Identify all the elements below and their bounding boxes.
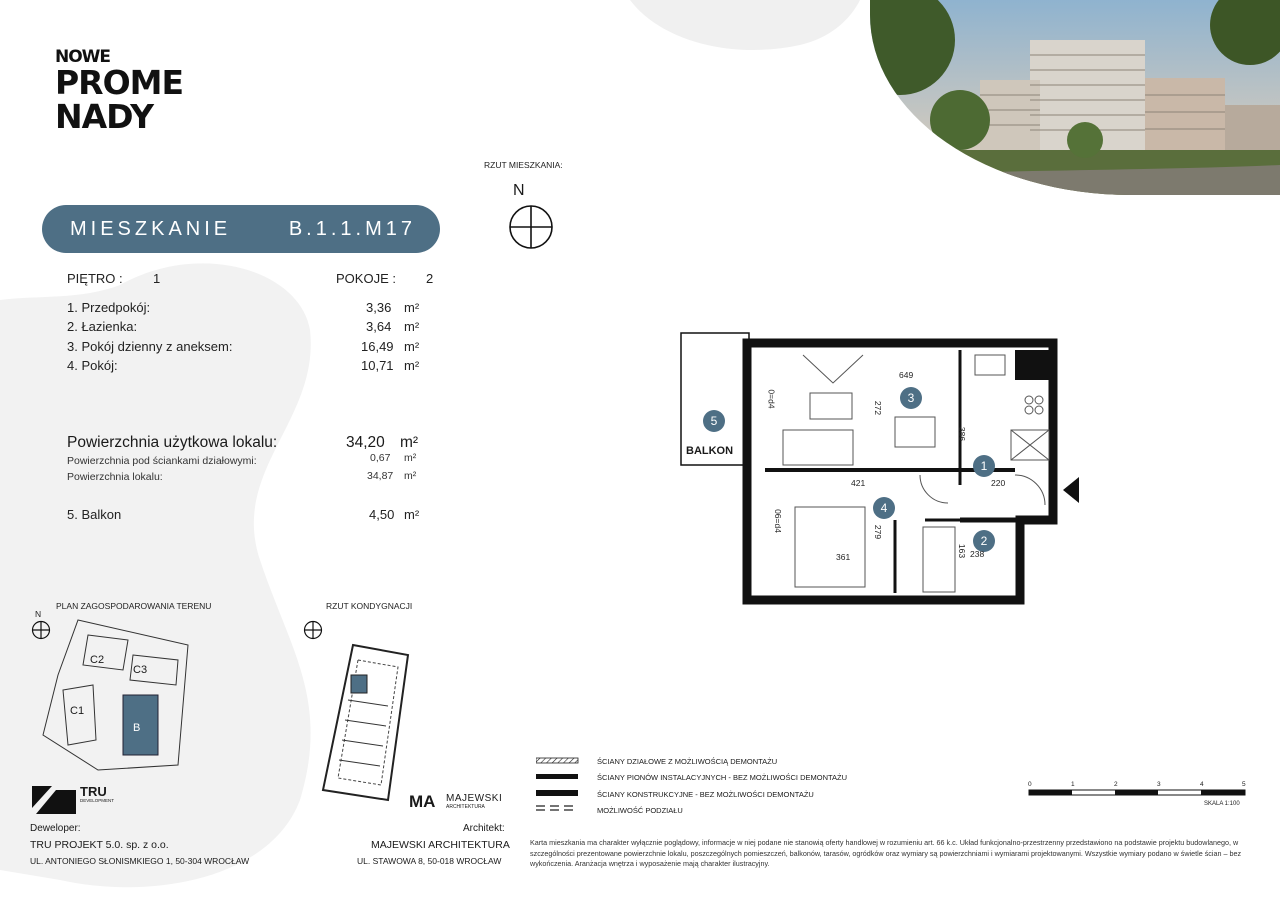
floor-plan-compass-icon xyxy=(303,620,323,640)
floorplan-balcony-label: BALKON xyxy=(686,445,734,457)
logo-line-2: PROME xyxy=(55,63,184,102)
rooms-count-label: POKOJE : xyxy=(336,271,396,286)
legend-symbols xyxy=(536,756,580,812)
floor-value: 1 xyxy=(153,271,161,286)
site-label-b: B xyxy=(133,722,141,734)
balcony-label: 5. Balkon xyxy=(67,507,122,522)
building-floor-plan xyxy=(318,640,413,805)
room-marker-4: 4 xyxy=(873,497,895,519)
room-area-3: 16,49 xyxy=(361,339,394,354)
floor-plan-small-title: RZUT KONDYGNACJI xyxy=(326,601,413,611)
dim-163: 163 xyxy=(957,543,968,559)
site-label-c1: C1 xyxy=(70,705,85,717)
under-walls-value: 0,67 xyxy=(370,452,391,464)
apartment-title-bar xyxy=(42,205,440,253)
apartment-plan-label: RZUT MIESZKANIA: xyxy=(484,160,563,170)
compass-icon xyxy=(508,204,554,250)
room-name-4: 4. Pokój: xyxy=(67,358,118,373)
architect-logo-name: MAJEWSKI xyxy=(446,793,503,804)
room-marker-1: 1 xyxy=(973,455,995,477)
usable-area-value: 34,20 xyxy=(346,434,385,451)
tru-logo-mark-icon xyxy=(32,786,78,816)
dim-361: 361 xyxy=(836,552,851,562)
site-label-c3: C3 xyxy=(133,664,148,676)
room-area-4: 10,71 xyxy=(361,358,394,373)
developer-label: Deweloper: xyxy=(30,823,81,834)
architect-name: MAJEWSKI ARCHITEKTURA xyxy=(371,839,510,851)
developer-address: UL. ANTONIEGO SŁONISMKIEGO 1, 50-304 WROCŁAW xyxy=(30,856,250,866)
under-walls-unit: m² xyxy=(404,452,417,464)
door-label-1: 0=d4 xyxy=(766,389,777,409)
dim-279: 279 xyxy=(873,524,884,540)
scale-tick-1: 1 xyxy=(1071,781,1075,788)
legend-item-4: MOŻLIWOŚĆ PODZIAŁU xyxy=(597,806,683,815)
scale-bar xyxy=(1028,789,1248,797)
developer-logo-sub: DEVELOPMENT xyxy=(80,798,115,803)
dim-386: 386 xyxy=(957,426,968,442)
room-unit-4: m² xyxy=(404,358,420,373)
legend-item-2: ŚCIANY PIONÓW INSTALACYJNYCH - BEZ MOŻLIWOŚCI DEMONTAŻU xyxy=(597,773,848,782)
room-marker-5: 5 xyxy=(703,410,725,432)
legend-item-1: ŚCIANY DZIAŁOWE Z MOŻLIWOŚCIĄ DEMONTAŻU xyxy=(597,757,778,766)
dim-421: 421 xyxy=(851,478,866,488)
door-label-2: 06=d4 xyxy=(772,509,783,533)
balcony-unit: m² xyxy=(404,507,420,522)
architect-logo-sub: ARCHITEKTURA xyxy=(446,804,485,810)
scale-tick-0: 0 xyxy=(1028,781,1032,788)
disclaimer-text: Karta mieszkania ma charakter wyłącznie poglądowy, informacje w niej podane nie stanowią oferty handlowej w rozumieniu art. 66 k.c. Układ funkcjonalno-przestrzenny przedstawiono na podstawie projektu budowlanego, w szczególności prezentowane powierzchnie lokalu, poszczególnych pomieszczeń, balkonów, tarasów, ogródków oraz wymiary są powierzchniami i wymiarami projektowanymi. Wszystkie wymiary podano w świetle ścian – bez wykończenia. Aranżacja wnętrza i wyposażenie mają charakter ilustracyjny. xyxy=(530,838,1242,868)
dim-649: 649 xyxy=(899,370,914,380)
total-area-label: Powierzchnia lokalu: xyxy=(67,471,163,483)
site-plan-title: PLAN ZAGOSPODAROWANIA TERENU xyxy=(56,601,212,611)
balcony-value: 4,50 xyxy=(369,507,395,522)
room-area-1: 3,36 xyxy=(366,300,392,315)
scale-tick-2: 2 xyxy=(1114,781,1118,788)
architect-logo-mark: MA xyxy=(409,792,436,811)
usable-area-unit: m² xyxy=(400,434,419,451)
room-name-1: 1. Przedpokój: xyxy=(67,300,151,315)
scale-label: SKALA 1:100 xyxy=(1204,801,1240,807)
developer-name: TRU PROJEKT 5.0. sp. z o.o. xyxy=(30,839,169,851)
rooms-count-value: 2 xyxy=(426,271,434,286)
usable-area-label: Powierzchnia użytkowa lokalu: xyxy=(67,434,278,451)
legend-item-3: ŚCIANY KONSTRUKCYJNE - BEZ MOŻLIWOŚCI DEMONTAŻU xyxy=(597,790,814,799)
room-marker-2: 2 xyxy=(973,530,995,552)
north-label: N xyxy=(513,182,525,199)
scale-tick-4: 4 xyxy=(1200,781,1204,788)
total-area-unit: m² xyxy=(404,470,417,482)
site-plan-map xyxy=(38,615,198,775)
site-plan-north-label: N xyxy=(35,609,42,619)
total-area-value: 34,87 xyxy=(367,470,394,482)
apartment-floor-plan xyxy=(675,325,1090,610)
developer-logo-text: TRU xyxy=(80,784,107,799)
room-marker-3: 3 xyxy=(900,387,922,409)
room-name-2: 2. Łazienka: xyxy=(67,319,138,334)
room-unit-1: m² xyxy=(404,300,420,315)
apartment-title-word: MIESZKANIE xyxy=(70,217,232,240)
dim-220: 220 xyxy=(991,478,1006,488)
scale-tick-3: 3 xyxy=(1157,781,1161,788)
floor-label: PIĘTRO : xyxy=(67,271,123,286)
room-unit-3: m² xyxy=(404,339,420,354)
under-walls-label: Powierzchnia pod ściankami działowymi: xyxy=(67,455,257,467)
apartment-code: B.1.1.M17 xyxy=(288,217,416,240)
architect-label: Architekt: xyxy=(463,823,505,834)
site-label-c2: C2 xyxy=(90,654,105,666)
dim-238: 238 xyxy=(970,549,985,559)
room-area-2: 3,64 xyxy=(366,319,392,334)
dim-272: 272 xyxy=(873,400,884,416)
logo-line-3: NADY xyxy=(55,97,154,136)
scale-tick-5: 5 xyxy=(1242,781,1246,788)
architect-address: UL. STAWOWA 8, 50-018 WROCŁAW xyxy=(357,856,502,866)
nowe-promenady-logo xyxy=(55,48,215,134)
room-unit-2: m² xyxy=(404,319,420,334)
logo-line-1: NOWE xyxy=(55,47,111,67)
room-name-3: 3. Pokój dzienny z aneksem: xyxy=(67,339,233,354)
